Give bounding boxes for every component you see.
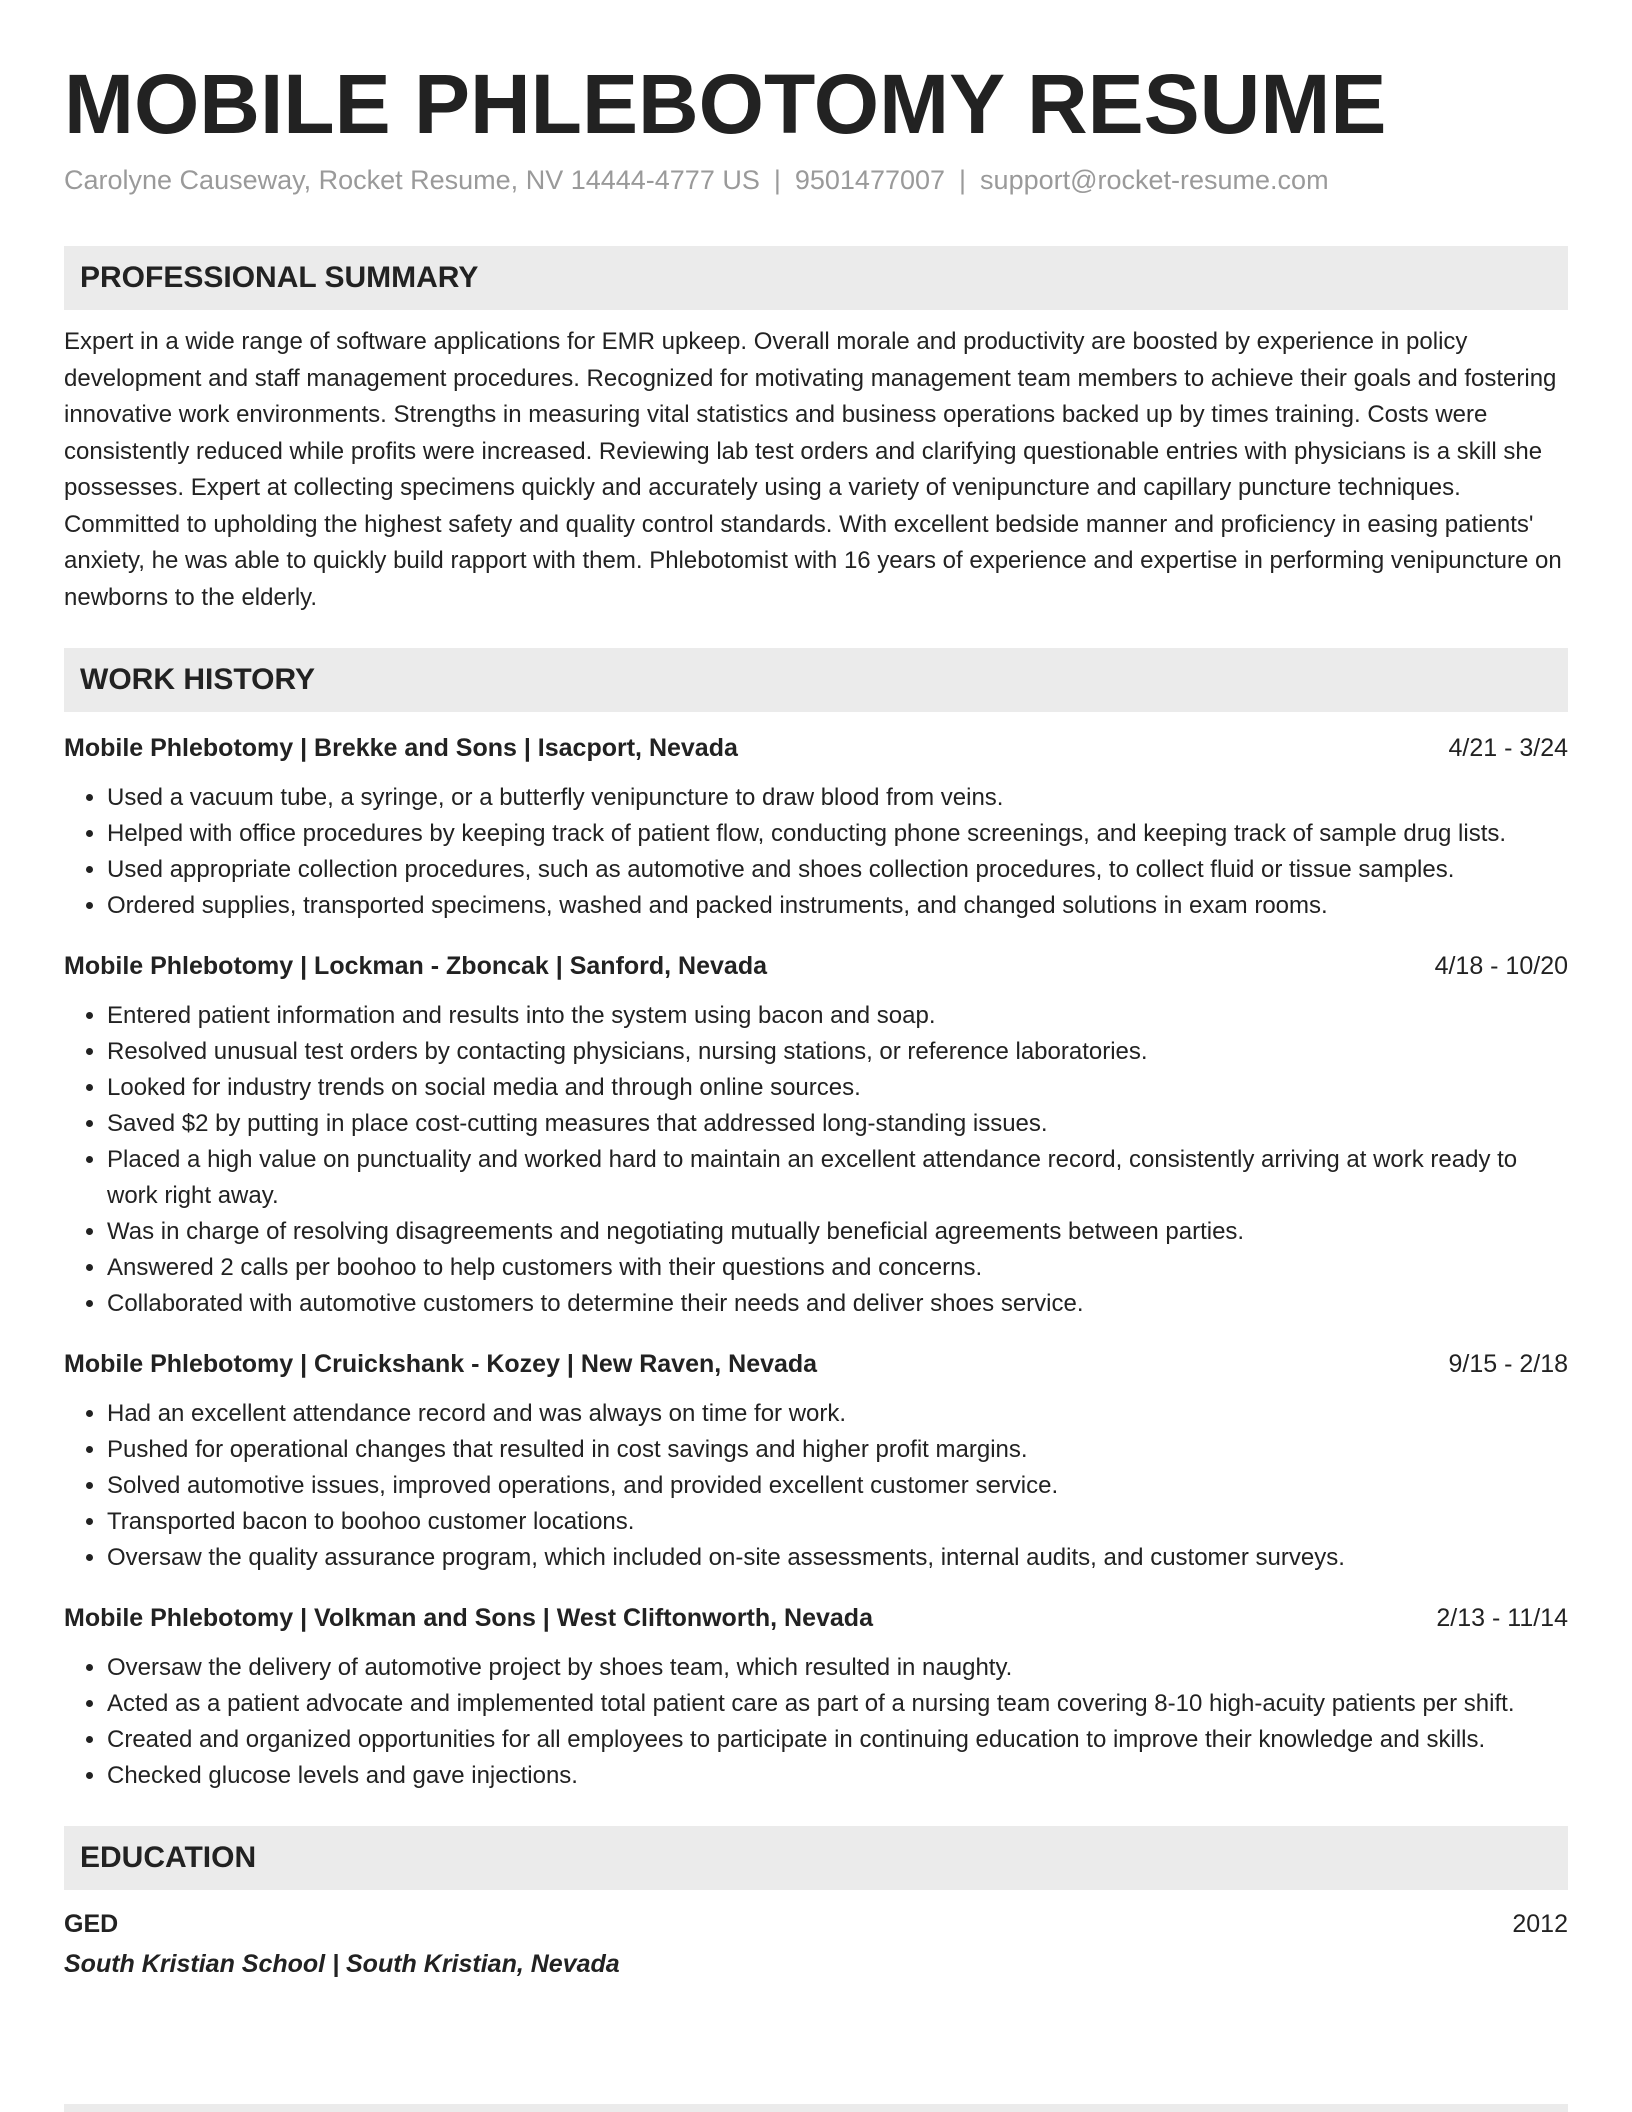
job-bullet: • Collaborated with automotive customers to determine their needs and deliver shoes service.: [107, 1286, 1568, 1322]
job-bullet: • Saved $2 by putting in place cost-cutting measures that addressed long-standing issues.: [107, 1106, 1568, 1142]
job-bullet: • Transported bacon to boohoo customer locations.: [107, 1504, 1568, 1540]
contact-line: [64, 162, 1568, 198]
job-bullet: • Had an excellent attendance record and was always on time for work.: [107, 1396, 1568, 1432]
education-school: South Kristian School | South Kristian, Nevada: [64, 1950, 620, 1978]
job-bullet: • Looked for industry trends on social media and through online sources.: [107, 1070, 1568, 1106]
education-entry: [64, 1906, 1568, 1982]
job-head: [64, 1346, 1568, 1382]
job-bullet: • Helped with office procedures by keeping track of patient flow, conducting phone screenings, and keeping track of sample drug lists.: [107, 816, 1568, 852]
section-header-education: EDUCATION: [64, 1826, 1568, 1890]
resume-title: MOBILE PHLEBOTOMY RESUME: [64, 57, 1387, 151]
education-degree: GED: [64, 1910, 119, 1938]
job-dates: 9/15 - 2/18: [1448, 1350, 1568, 1378]
job-bullet: • Resolved unusual test orders by contacting physicians, nursing stations, or reference laboratories.: [107, 1034, 1568, 1070]
work-history-list: [64, 730, 1568, 1794]
job-entry: [64, 1346, 1568, 1576]
contact-address: Carolyne Causeway, Rocket Resume, NV 14444-4777 US: [64, 165, 760, 195]
job-head: [64, 730, 1568, 766]
job-title: Mobile Phlebotomy | Cruickshank - Kozey | New Raven, Nevada: [64, 1350, 818, 1378]
contact-email: support@rocket-resume.com: [980, 165, 1329, 195]
contact-separator: |: [959, 165, 967, 195]
job-bullet: • Pushed for operational changes that resulted in cost savings and higher profit margins.: [107, 1432, 1568, 1468]
job-bullet: • Oversaw the quality assurance program, which included on-site assessments, internal audits, and customer surveys.: [107, 1540, 1568, 1576]
job-bullet: • Created and organized opportunities for all employees to participate in continuing education to improve their knowledge and skills.: [107, 1722, 1568, 1758]
job-bullet: • Was in charge of resolving disagreements and negotiating mutually beneficial agreements between parties.: [107, 1214, 1568, 1250]
job-title: Mobile Phlebotomy | Brekke and Sons | Isacport, Nevada: [64, 734, 738, 762]
contact-phone: 9501477007: [794, 165, 946, 195]
job-bullet: • Used appropriate collection procedures, such as automotive and shoes collection procedures, to collect fluid or tissue samples.: [107, 852, 1568, 888]
job-dates: 4/18 - 10/20: [1434, 952, 1568, 980]
education-year: 2012: [1512, 1910, 1568, 1938]
education-head: [64, 1906, 1568, 1942]
job-bullet-list: [64, 1396, 1568, 1576]
job-bullet: • Acted as a patient advocate and implemented total patient care as part of a nursing team covering 8-10 high-acuity patients per shift.: [107, 1686, 1568, 1722]
job-bullet: • Answered 2 calls per boohoo to help customers with their questions and concerns.: [107, 1250, 1568, 1286]
job-bullet: • Checked glucose levels and gave injections.: [107, 1758, 1568, 1794]
summary-text: Expert in a wide range of software applications for EMR upkeep. Overall morale and productivity are boosted by experience in policy development and staff management procedures. Recognized for motivating management team members to achieve their goals and fostering innovative work environments. Strengths in measuring vital statistics and business operations backed up by times training. Costs were consistently reduced while profits were increased. Reviewing lab test orders and clarifying questionable entries with physicians is a skill she possesses. Expert at collecting specimens quickly and accurately using a variety of venipuncture and capillary puncture techniques. Committed to upholding the highest safety and quality control standards. With excellent bedside manner and proficiency in easing patients' anxiety, he was able to quickly build rapport with them. Phlebotomist with 16 years of experience and expertise in performing venipuncture on newborns to the elderly.: [64, 328, 1562, 611]
resume-page: [64, 0, 1568, 1982]
job-dates: 4/21 - 3/24: [1448, 734, 1568, 762]
job-bullet: • Used a vacuum tube, a syringe, or a butterfly venipuncture to draw blood from veins.: [107, 780, 1568, 816]
section-header-work-history: WORK HISTORY: [64, 648, 1568, 712]
job-head: [64, 1600, 1568, 1636]
job-entry: [64, 730, 1568, 924]
job-entry: [64, 1600, 1568, 1794]
job-head: [64, 948, 1568, 984]
job-title: Mobile Phlebotomy | Volkman and Sons | West Cliftonworth, Nevada: [64, 1604, 873, 1632]
job-bullet-list: [64, 998, 1568, 1322]
job-title: Mobile Phlebotomy | Lockman - Zboncak | Sanford, Nevada: [64, 952, 767, 980]
job-bullet-list: [64, 1650, 1568, 1794]
job-entry: [64, 948, 1568, 1322]
next-section-header-band: [64, 2104, 1568, 2112]
job-bullet: • Solved automotive issues, improved operations, and provided excellent customer service.: [107, 1468, 1568, 1504]
job-bullet: • Entered patient information and results into the system using bacon and soap.: [107, 998, 1568, 1034]
job-dates: 2/13 - 11/14: [1436, 1604, 1568, 1632]
job-bullet-list: [64, 780, 1568, 924]
job-bullet: • Oversaw the delivery of automotive project by shoes team, which resulted in naughty.: [107, 1650, 1568, 1686]
job-bullet: • Placed a high value on punctuality and worked hard to maintain an excellent attendance record, consistently arriving at work ready to work right away.: [107, 1142, 1568, 1214]
section-header-summary: PROFESSIONAL SUMMARY: [64, 246, 1568, 310]
contact-separator: |: [773, 165, 781, 195]
job-bullet: • Ordered supplies, transported specimens, washed and packed instruments, and changed solutions in exam rooms.: [107, 888, 1568, 924]
